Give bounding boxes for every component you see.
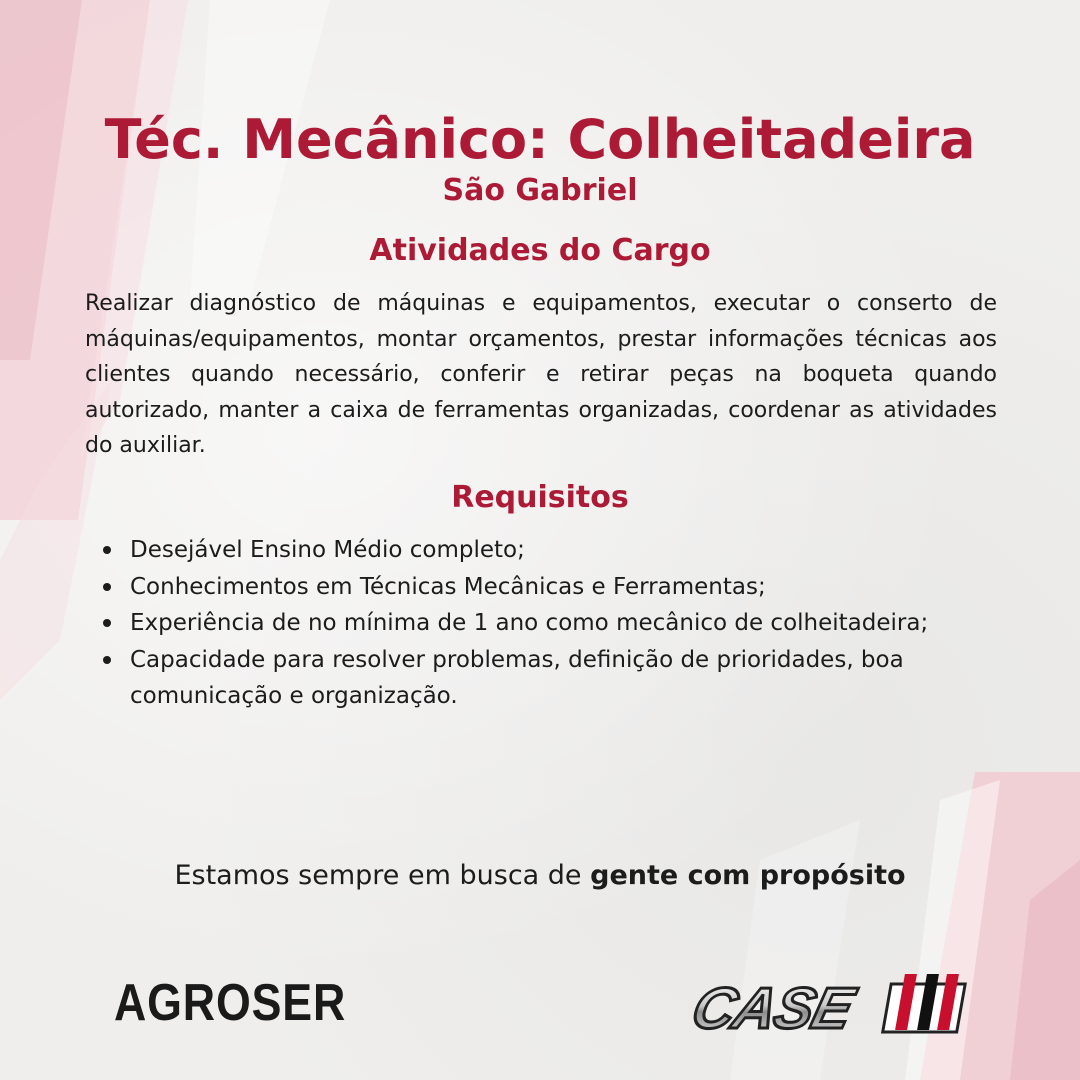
requirement-item: Conhecimentos em Técnicas Mecânicas e Ferramentas; [100, 569, 1000, 606]
agroser-logo-text: AGROSER [114, 974, 347, 1032]
requirements-heading: Requisitos [451, 480, 629, 515]
tagline-highlight: gente com propósito [590, 860, 906, 891]
job-location: São Gabriel [442, 173, 638, 208]
activities-heading: Atividades do Cargo [369, 233, 711, 268]
tagline [0, 856, 1080, 896]
requirement-item: Desejável Ensino Médio completo; [100, 532, 1000, 569]
requirement-item: Experiência de no mínima de 1 ano como mecânico de colheitadeira; [100, 605, 1000, 642]
case-ih-logo [682, 968, 972, 1044]
ih-emblem [883, 974, 965, 1032]
job-title: Téc. Mecânico: Colheitadeira [104, 108, 976, 171]
tagline-prefix: Estamos sempre em busca de [174, 860, 591, 891]
agroser-logo [114, 972, 346, 1034]
requirement-item: Capacidade para resolver problemas, definição de prioridades, boa comunicação e organização. [100, 642, 1000, 715]
activities-text: Realizar diagnóstico de máquinas e equipamentos, executar o conserto de máquinas/equipamentos, montar orçamentos, prestar informações técnicas aos clientes quando necessário, conferir e retirar peças na boqueta quando autorizado, manter a caixa de ferramentas organizadas, coordenar as atividades do auxiliar. [85, 291, 997, 459]
requirements-list [100, 532, 1000, 715]
case-wordmark: CASE [685, 976, 859, 1041]
